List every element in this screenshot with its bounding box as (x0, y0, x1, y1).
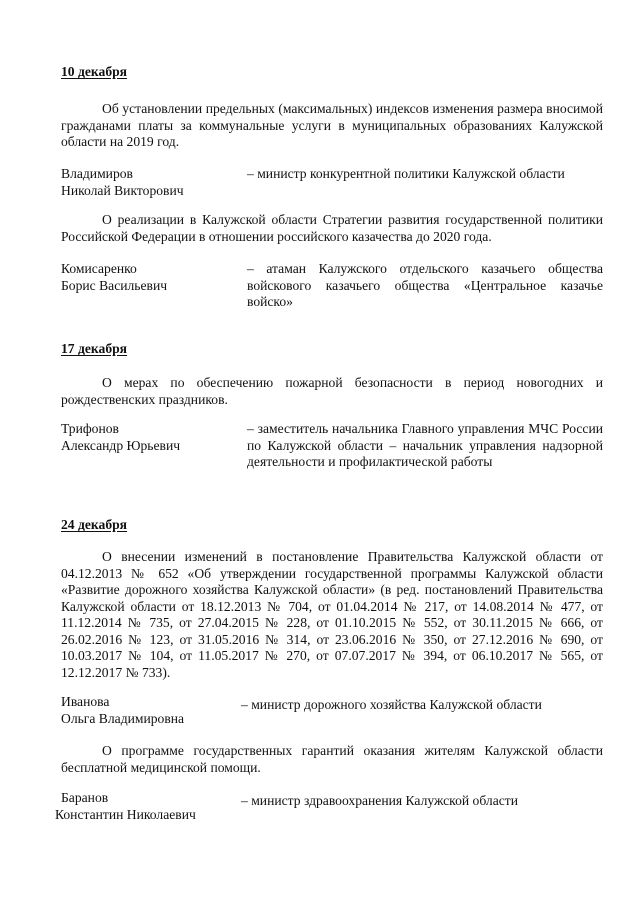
agenda-item-title: О программе государственных гарантий оказания жителям Калужской области бесплатной медицинской помощи. (61, 743, 603, 775)
speaker-role: – заместитель начальника Главного управления МЧС России по Калужской области – начальник управления надзорной деятельности и профилактической работы (247, 421, 603, 469)
agenda-item-title: О мерах по обеспечению пожарной безопасности в период новогодних и рождественских праздников. (61, 375, 603, 407)
speaker-role: – министр конкурентной политики Калужской области (247, 166, 565, 181)
section-date: 10 декабря (61, 64, 128, 79)
speaker-surname: Комисаренко (61, 261, 137, 276)
agenda-item-title: О внесении изменений в постановление Правительства Калужской области от 04.12.2013 № 652 «Об утверждении государственной программы Калужской области «Развитие дорожного хозяйства Калужской области» (в ред. постановлений Правительства Калужской области от 18.12.2013 № 704, от 01.04.2014 № 217, от 14.08.2014 № 477, от 11.12.2014 № 735, от 27.04.2015 № 228, от 01.10.2015 № 552, от 30.11.2015 № 666, от 26.02.2016 № 123, от 31.05.2016 № 314, от 23.06.2016 № 350, от 27.12.2016 № 690, от 10.03.2017 № 104, от 11.05.2017 № 270, от 07.07.2017 № 394, от 06.10.2017 № 565, от 12.12.2017 № 733). (61, 549, 603, 680)
speaker-given-name: Александр Юрьевич (61, 437, 181, 453)
speaker-surname: Трифонов (61, 421, 119, 436)
speaker-given-name: Константин Николаевич (55, 806, 196, 822)
speaker-surname: Владимиров (61, 166, 133, 181)
section-date: 17 декабря (61, 341, 128, 356)
speaker-role: – атаман Калужского отдельского казачьего общества войскового казачьего общества «Центральное казачье войско» (247, 261, 603, 309)
speaker-surname: Иванова (61, 694, 110, 709)
section-date: 24 декабря (61, 517, 128, 532)
speaker-name (61, 166, 184, 199)
speaker-surname: Баранов (61, 790, 109, 805)
speaker-given-name: Николай Викторович (61, 182, 184, 198)
agenda-item-title: Об установлении предельных (максимальных) индексов изменения размера вносимой гражданами платы за коммунальные услуги в муниципальных образованиях Калужской области на 2019 год. (61, 101, 603, 149)
speaker-name (61, 261, 167, 294)
speaker-role: – министр здравоохранения Калужской области (241, 793, 518, 808)
speaker-role: – министр дорожного хозяйства Калужской области (241, 697, 542, 712)
agenda-item-title: О реализации в Калужской области Стратегии развития государственной политики Российской Федерации в отношении российского казачества до 2020 года. (61, 212, 603, 244)
speaker-name (61, 421, 180, 454)
speaker-name (55, 790, 196, 823)
speaker-given-name: Ольга Владимировна (61, 710, 185, 726)
speaker-name (61, 694, 184, 727)
speaker-given-name: Борис Васильевич (61, 277, 168, 293)
